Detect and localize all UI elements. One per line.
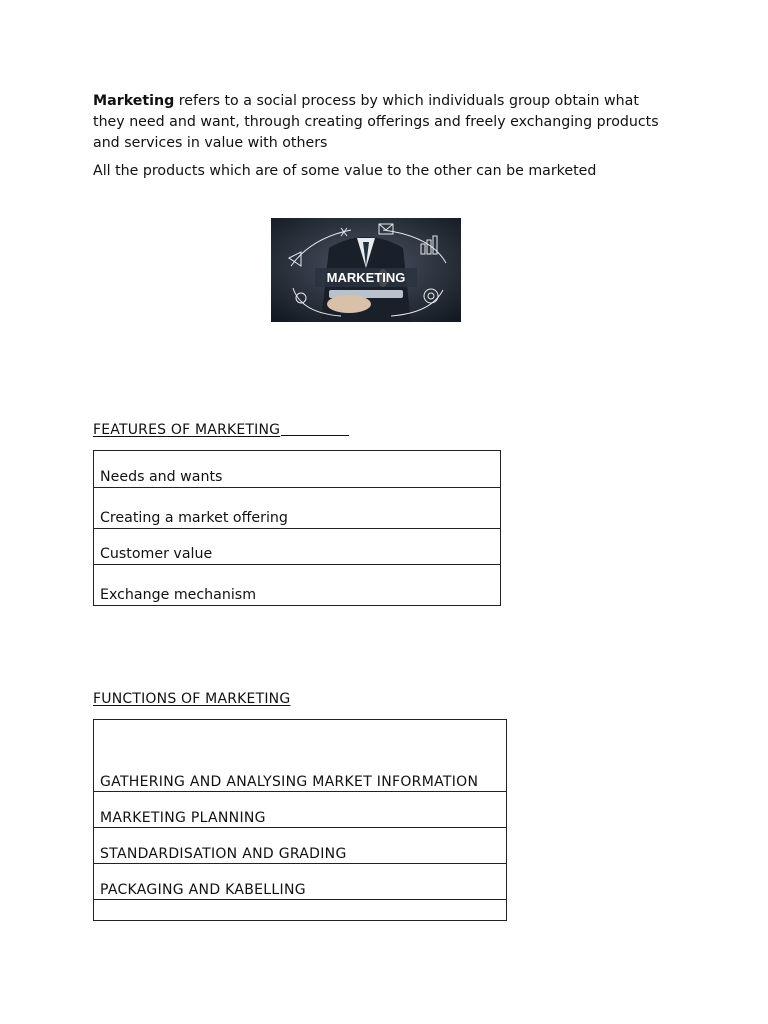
table-row	[94, 864, 507, 900]
features-heading	[93, 422, 349, 438]
hero-label: MARKETING	[326, 270, 406, 285]
intro-text	[93, 91, 663, 182]
marketing-hero-image	[271, 218, 461, 322]
definition-text: refers to a social process by which individuals group obtain what they need and want, through creating offerings and freely exchanging products and services in value with others	[93, 93, 659, 151]
table-row	[94, 488, 501, 529]
table-row	[94, 720, 507, 792]
table-row	[94, 900, 507, 921]
function-standardisation-grading: STANDARDISATION AND GRADING	[94, 828, 507, 864]
feature-customer-value: Customer value	[94, 529, 501, 565]
heading-underline	[281, 422, 349, 436]
definition-paragraph	[93, 91, 663, 154]
marketing-term: Marketing	[93, 93, 175, 109]
table-row	[94, 565, 501, 606]
table-row	[94, 792, 507, 828]
table-row	[94, 529, 501, 565]
table-row	[94, 828, 507, 864]
marketing-illustration	[271, 218, 461, 322]
function-marketing-planning: MARKETING PLANNING	[94, 792, 507, 828]
feature-needs-wants: Needs and wants	[94, 451, 501, 488]
function-empty-row	[94, 900, 507, 921]
feature-market-offering: Creating a market offering	[94, 488, 501, 529]
functions-heading: FUNCTIONS OF MARKETING	[93, 691, 291, 707]
functions-table	[93, 719, 507, 921]
function-packaging-labelling: PACKAGING AND KABELLING	[94, 864, 507, 900]
marketable-note: All the products which are of some value to the other can be marketed	[93, 163, 597, 179]
table-row	[94, 451, 501, 488]
feature-exchange-mechanism: Exchange mechanism	[94, 565, 501, 606]
function-market-information: GATHERING AND ANALYSING MARKET INFORMATION	[94, 720, 507, 792]
features-heading-text: FEATURES OF MARKETING	[93, 422, 281, 438]
features-table	[93, 450, 501, 606]
